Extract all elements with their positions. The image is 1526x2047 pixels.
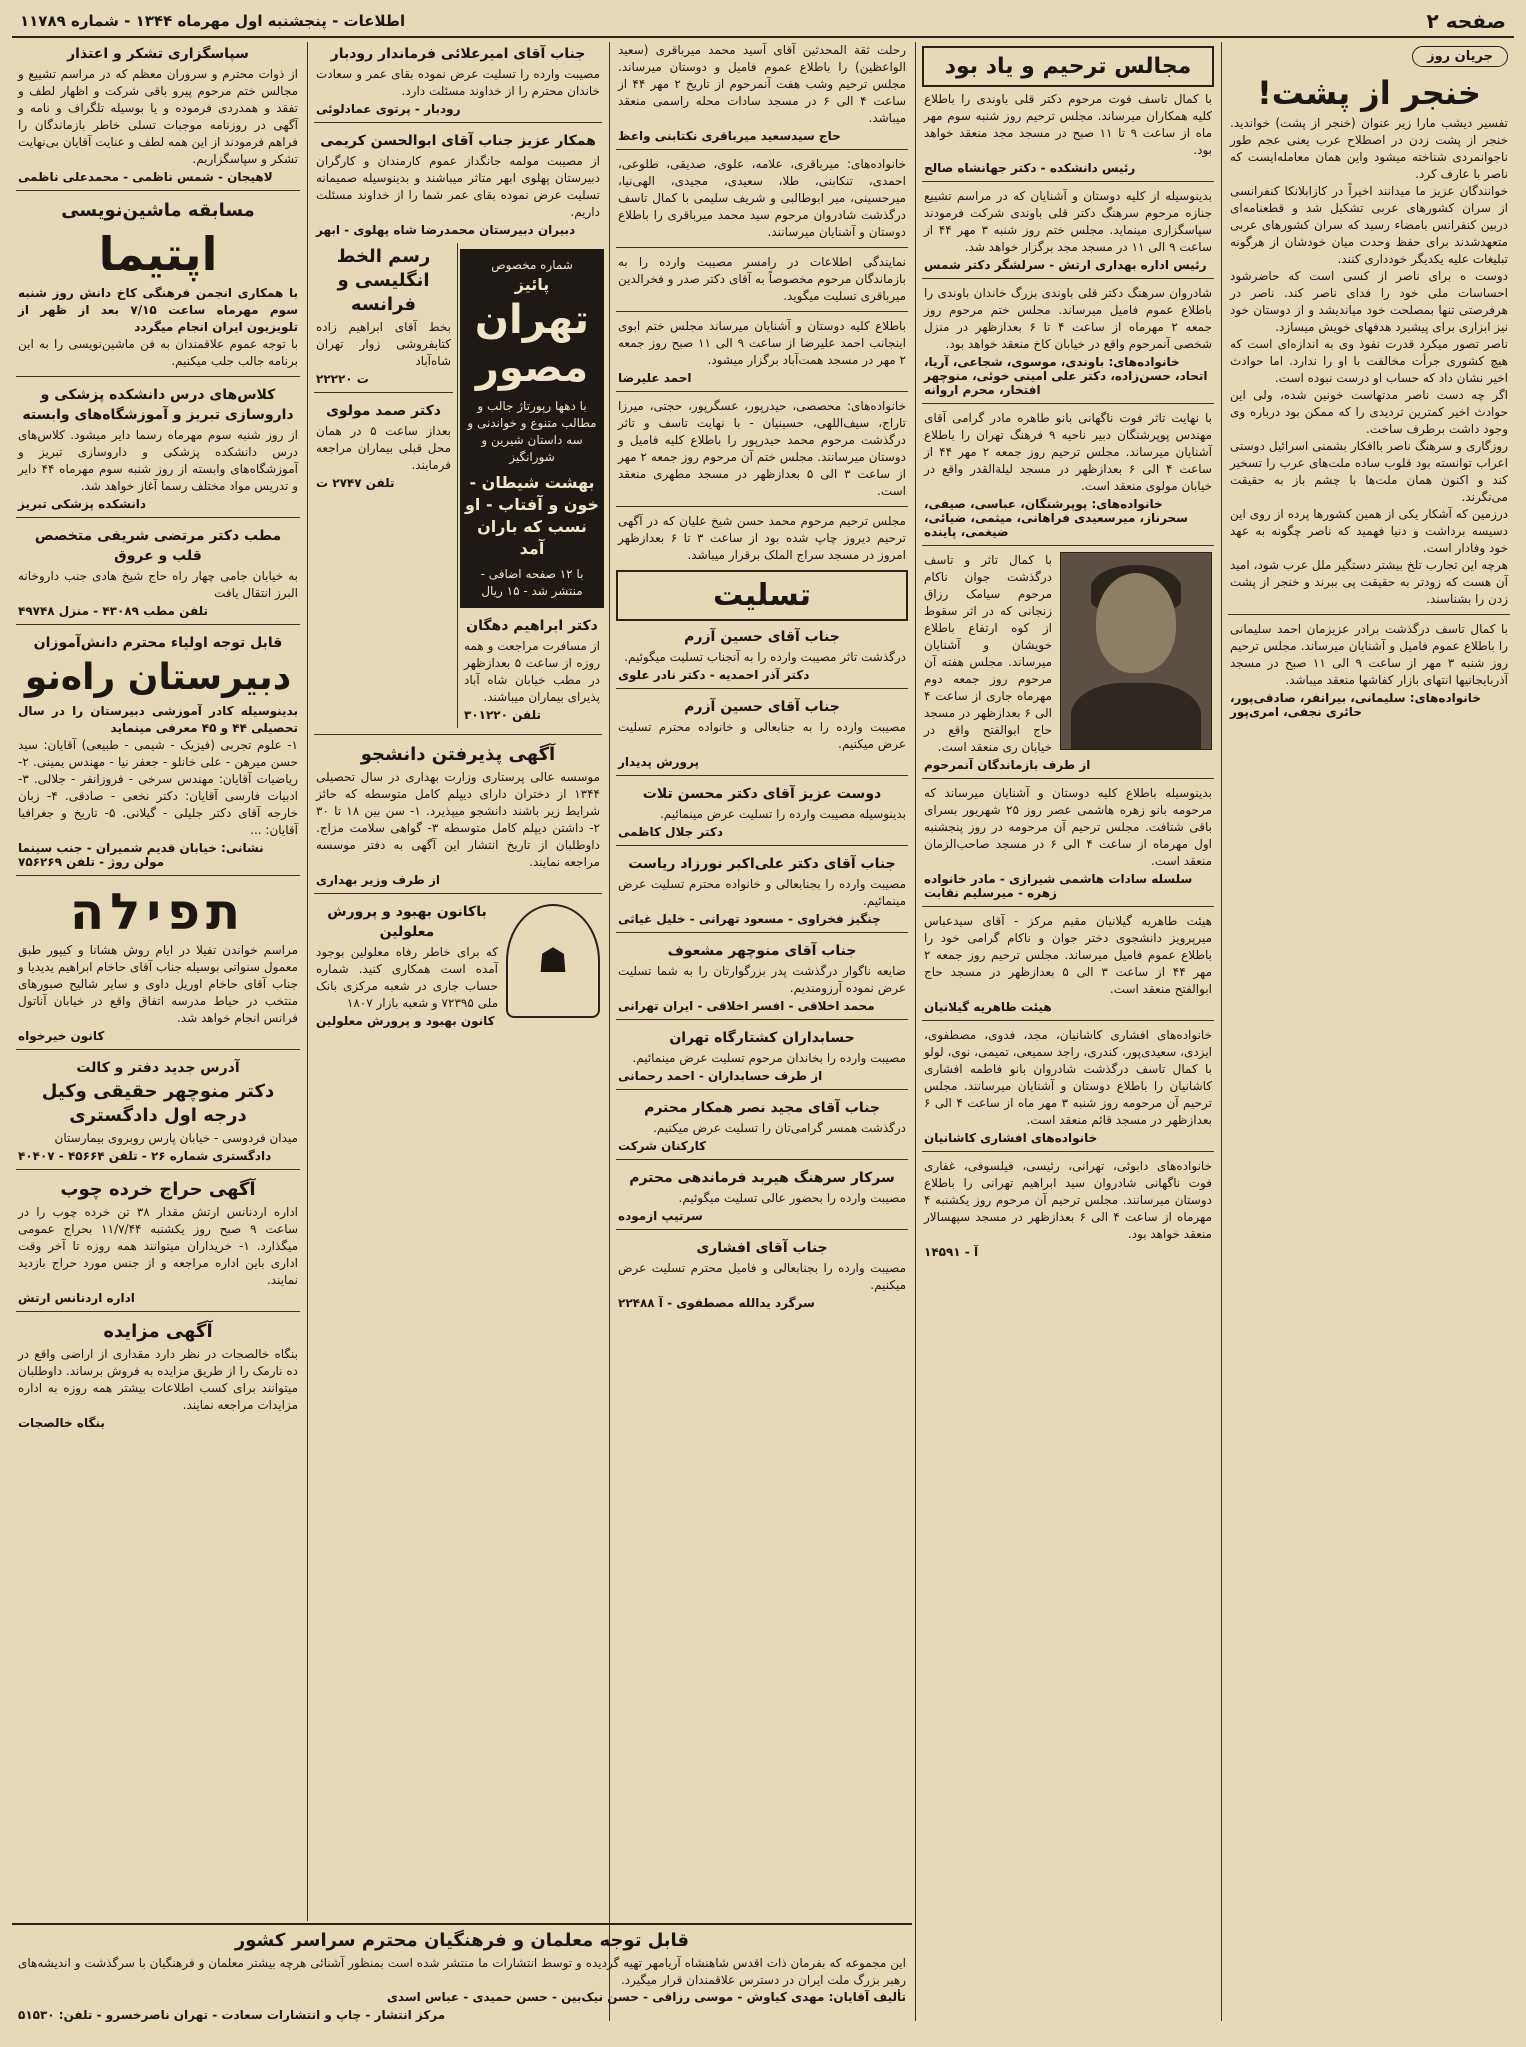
- ad-subtitle: بدینوسیله کادر آموزشی دبیرستان را در سال تحصیلی ۴۴ و ۴۵ معرفی مینماید: [18, 704, 298, 735]
- ad-title: مطب دکتر مرتضی شریفی متخصص قلب و عروق: [34, 528, 282, 564]
- ad-signature: دادگستری شماره ۲۶ - تلفن ۴۵۶۶۴ - ۴۰۴۰۷: [18, 1149, 272, 1163]
- thanks-notice: [12, 42, 304, 184]
- lawyer-name: دکتر منوچهر حقیقی وکیل درجه اول دادگستری: [41, 1081, 275, 1126]
- ad-signature: کانون بهبود و پرورش معلولین: [316, 1014, 495, 1028]
- ad-signature: دانشکده پزشکی تبریز: [18, 497, 147, 511]
- editorial-paragraph: تفسیر دیشب مارا زیر عنوان (خنجر از پشت) خواندید. خنجر از پشت زدن در اصطلاح عرب یعنی عجم طور ناجوانمردی شناخته میشود واین همان معامله‌ایست که ناصر با عارف کرد.: [1230, 116, 1508, 181]
- notice-text: خانواده‌های: محصصی، حیدرپور، عسگرپور، حجتی، میرزا تاراج، سیف‌اللهی، حسینیان - با نهایت تاسف و تاثر درگذشت مرحوم محمد حیدرپور را باطلاع کلیه فامیل و دوستان میرسانند. مجلس ختم آن مرحوم روز جمعه ۲ مهر از ساعت ۳ الی ۵ بعدازظهر در مسجد مطهری منعقد است.: [618, 399, 907, 498]
- condolence-signature: دکتر جلال کاظمی: [618, 825, 723, 839]
- memorial-notice: [918, 785, 1218, 900]
- column-ads-left: [12, 42, 304, 1921]
- divider: [314, 392, 453, 393]
- column-rule: [307, 42, 308, 1921]
- banner-title-1: تهران: [474, 297, 590, 343]
- divider: [922, 1020, 1214, 1021]
- portrait-photo: [1060, 552, 1212, 750]
- ad-text: از مسافرت مراجعت و همه روزه از ساعت ۵ بعدازظهر در مطب خیابان شاه آباد پذیرای بیماران میباشند.: [464, 639, 600, 704]
- ad-title: دکتر ابراهیم دهگان: [466, 618, 598, 634]
- ad-note: با توجه عموم علاقمندان به فن ماشین‌نویسی را به این برنامه جالب جلب میکنیم.: [18, 337, 298, 368]
- condolence-title: جناب آقای مجید نصر همکار محترم: [644, 1100, 880, 1116]
- typing-contest-ad: [12, 197, 304, 370]
- notice-text: شادروان سرهنگ دکتر قلی باوندی بزرگ خاندان باوندی را باطلاع عموم فامیل میرساند. مجلس ختم مرحوم روز جمعه ۲ مهرماه از ساعت ۴ تا ۶ بعدازظهر در منزل شخصی آنمرحوم واقع در خیابان کاخ منعقد خواهد بود.: [924, 286, 1213, 351]
- editorial-paragraph: درزمین که آشکار یکی از همین کشورها پرده از روی این دسیسه برداشت و دنیا فهمید که ناصر چگونه به عهد خود وفادار است.: [1230, 507, 1508, 555]
- condolence-item: [612, 782, 912, 839]
- ad-signature: بنگاه خالصجات: [18, 1416, 105, 1430]
- memorial-notice: [918, 1158, 1218, 1259]
- column-condolences: [612, 42, 912, 2041]
- divider: [922, 403, 1214, 404]
- prayer-ad: [12, 882, 304, 1043]
- column-rule: [609, 42, 610, 2021]
- divider: [616, 932, 908, 933]
- notice-signature: خانواده‌های: سلیمانی، بیرانفر، صادقی‌پور، حائری نجفی، امری‌پور: [1230, 691, 1481, 719]
- memorial-notice: [918, 1027, 1218, 1145]
- divider: [16, 1169, 300, 1170]
- condolence-text: مصیبت وارده را بجنابعالی و خانواده محترم تسلیت عرض مینمائیم.: [618, 877, 906, 908]
- divider: [16, 1049, 300, 1050]
- divider: [922, 181, 1214, 182]
- memorials-banner: مجالس ترحیم و یاد بود: [922, 46, 1214, 87]
- ad-nursing-school: [310, 741, 606, 887]
- bottom-ad-body: [12, 1955, 912, 2022]
- ad-title: کلاس‌های درس دانشکده پزشکی و داروسازی تبریز و آموزشگاه‌های وابسته: [22, 387, 294, 423]
- ad-text: که برای خاطر رفاه معلولین بوجود آمده است همکاری کنید. شماره حساب جاری در شعبه مرکزی بانک ملی ۷۲۳۹۵ و شعبه بازار ۱۸۰۷: [316, 945, 498, 1010]
- ad-text: موسسه عالی پرستاری وزارت بهداری در سال تحصیلی ۱۳۴۴ از دختران دارای دیپلم کامل متوسطه که حائز شرایط زیر باشند دانشجو میپذیرد. ۱- سن بین ۱۸ تا ۳۰ ۲- داشتن دیپلم کامل متوسطه ۳- گواهی سلامت مزاج. داوطلبان از تاریخ انتشار این آگهی به دفتر موسسه مراجعه نمایند.: [316, 770, 601, 869]
- notice-text: با کمال تاسف درگذشت برادر عزیزمان احمد سلیمانی را باطلاع عموم فامیل و آشنایان میرساند. مجلس ترحیم روز شنبه ۳ مهر از ساعت ۹ الی ۱۱ صبح در مسجد آذربایجانیها انتهای بازار کفاشها منعقد میباشد.: [1230, 622, 1508, 687]
- divider: [922, 545, 1214, 546]
- notice-text: بدینوسیله باطلاع کلیه دوستان و آشنایان میرساند که مرحومه بانو زهره هاشمی عصر روز ۲۵ شهریور بسرای باقی شتافت. مجلس ترحیم آن مرحومه در روز پنجشنبه اول مهرماه از ساعت ۴ الی ۶ در مسجد صاحب‌الزمان منعقد است.: [924, 786, 1213, 868]
- condolence-item: [612, 1166, 912, 1223]
- divider: [922, 906, 1214, 907]
- memorial-notice: [612, 318, 912, 385]
- notice-signature: رئیس اداره بهداری ارتش - سرلشگر دکتر شمس: [924, 258, 1207, 272]
- condolence-title: جناب آقای افشاری: [696, 1240, 828, 1256]
- auction-land-ad: [12, 1318, 304, 1430]
- condolence-signature: کارکنان شرکت: [618, 1139, 707, 1153]
- lawyer-ad: [12, 1056, 304, 1163]
- ad-kicker: مسابقه ماشین‌نویسی: [61, 200, 255, 221]
- condolence-colleague: [310, 129, 606, 237]
- auction-wood-ad: [12, 1176, 304, 1305]
- school-name: دبیرستان راه‌نو: [24, 657, 292, 698]
- ad-title: آگهی پذیرفتن دانشجو: [360, 744, 556, 765]
- notice-signature: از طرف بازماندگان آنمرحوم: [924, 758, 1091, 772]
- notice-text: با کمال تاثر و تاسف درگذشت جوان ناکام مرحوم سیامک رزاق زنجانی که در اثر سقوط از کوه ارتفاع باطلاع خویشان و آشنایان میرساند. مجلس هفته آن مرحوم روز جمعه دوم مهرماه جاری از ساعت ۴ الی ۶ بعدازظهر در مسجد حاج ابوالفتح واقع در خیابان ری منعقد است.: [924, 553, 1052, 754]
- memorial-notice: [918, 91, 1218, 175]
- divider: [16, 517, 300, 518]
- ad-item: [310, 399, 457, 490]
- divider: [314, 122, 602, 123]
- divider: [616, 149, 908, 150]
- condolence-item: [612, 625, 912, 682]
- condolence-title: جناب آقای منوچهر مشعوف: [667, 943, 857, 959]
- condolence-text: درگذشت همسر گرامی‌تان را تسلیت عرض میکنیم.: [653, 1121, 906, 1135]
- divider: [616, 775, 908, 776]
- divider: [616, 1229, 908, 1230]
- ad-signature: تلفن ۳۰۱۲۲۰: [464, 708, 541, 722]
- ad-text: بعداز ساعت ۵ در همان محل قبلی بیماران مراجعه فرمایند.: [316, 424, 451, 472]
- ad-signature: کانون خیرخواه: [18, 1029, 105, 1043]
- ad-text: اداره اردنانس ارتش مقدار ۳۸ تن خرده چوب را در ساعت ۹ صبح روز یکشنبه ۱۱/۷/۴۴ بحراج عمومی میگذارد. ۱- خریداران میتوانند همه روزه تا آخر وقت اداری باین اداره مراجعه و از جنس مورد حراج بازدید نمایند.: [18, 1205, 299, 1287]
- notice-signature: سلسله سادات هاشمی شیرازی - مادر خانواده زهره - میرسلیم نقابت: [924, 872, 1193, 900]
- ad-title: جناب آقای امیرعلائی فرماندار رودبار: [330, 46, 586, 62]
- notice-text: با نهایت تاثر فوت ناگهانی بانو طاهره مادر گرامی آقای مهندس پوپرشنگان دبیر ناحیه ۹ فرهنگ تهران را باطلاع آشنایان میرساند. مجلس ترحیم روز جمعه ۲ مهر ۴۴ از ساعت ۴ الی ۶ بعدازظهر در مسجد لیلةالقدر واقع در خیابان مولوی منعقد است.: [924, 411, 1212, 493]
- condolence-title: دوست عزیز آقای دکتر محسن تلات: [642, 786, 882, 802]
- ad-text: بنگاه خالصجات در نظر دارد مقداری از اراضی واقع در ده نارمک را از طریق مزایده به فروش برساند. داوطلبان میتوانند برای کسب اطلاعات بیشتر همه روزه به اداره مزایدات مراجعه نمایند.: [18, 1347, 298, 1412]
- memorial-notice: [918, 913, 1218, 1014]
- memorial-notice: [918, 188, 1218, 272]
- condolence-item: [612, 1236, 912, 1310]
- notice-text: هیئت طاهریه گیلانیان مقیم مرکز - آقای سیدعباس میرپرویز دانشجوی دختر جوان و ناکام گرامی خود را باطلاع عموم فامیل میرساند. مجلس ترحیم روز جمعه ۲ مهر ۴۴ از ساعت ۳ الی ۵ بعدازظهر در مسجد حاج ابوالفتح منعقد است.: [924, 914, 1212, 996]
- medical-classes-ad: [12, 383, 304, 511]
- condolence-signature: دکتر آذر احمدیه - دکتر نادر علوی: [618, 668, 810, 682]
- condolence-title: جناب آقای حسین آزرم: [684, 699, 840, 715]
- banner-description: با دهها رپورتاژ جالب و مطالب متنوع و خواندنی و سه داستان شیرین و شورانگیز: [467, 399, 597, 464]
- condolence-text: مصیبت وارده را به جنابعالی و خانواده محترم تسلیت عرض میکنیم.: [618, 720, 906, 751]
- ad-signature: نشانی: خیابان قدیم شمیران - جنب سینما مولن روژ - تلفن ۷۵۶۲۶۹: [18, 841, 264, 869]
- divider: [16, 875, 300, 876]
- memorial-notice: [918, 285, 1218, 397]
- column-rule: [1221, 42, 1222, 2021]
- editorial-paragraph: ناصر تصور میکرد قدرت نفوذ وی به اندازه‌ای است که هیچ کشوری جرأت مخالفت با او را ندارد. اما حوادث اخیر نشان داد که حساب او درست نبوده است.: [1230, 337, 1508, 385]
- notice-signature: احمد علیرضا: [618, 371, 692, 385]
- ad-signature: از طرف وزیر بهداری: [316, 873, 440, 887]
- divider: [616, 311, 908, 312]
- condolence-item: [612, 939, 912, 1013]
- memorial-notice: [612, 156, 912, 241]
- notice-text: خانواده‌های: میرباقری، علامه، علوی، صدیقی، طلوعی، احمدی، تنکابنی، طلا، سعیدی، مجیدی، الهی‌نیا، میرحسینی، میر ابوطالبی و شریف سلیمی با کمال تاسف درگذشت شادروان مرحوم سید محمد میرباقری را باطلاع دوستان و آشنایان میرسانند.: [618, 157, 906, 239]
- ad-title: قابل توجه معلمان و فرهنگیان محترم سراسر کشور: [234, 1930, 690, 1951]
- condolence-text: بدینوسیله مصیبت وارده را تسلیت عرض مینمائیم.: [659, 807, 906, 821]
- ad-signature: ت ۲۲۲۲۰: [316, 372, 369, 386]
- divider: [616, 247, 908, 248]
- ad-item: [458, 614, 606, 722]
- notice-signature: حاج سیدسعید میرباقری نکتابنی واعظ: [618, 129, 841, 143]
- condolence-item: [612, 1096, 912, 1153]
- ad-signature: تلفن ۲۷۴۷ ت: [316, 476, 395, 490]
- condolence-signature: پرورش پدیدار: [618, 755, 699, 769]
- ad-text: مصیبت وارده را تسلیت عرض نموده بقای عمر و سعادت خاندان محترم را از خداوند مسئلت دارد.: [316, 67, 600, 98]
- condolence-text: مصیبت وارده را بجنابعالی و فامیل محترم تسلیت عرض میکنیم.: [618, 1261, 906, 1292]
- ad-text: میدان فردوسی - خیابان پارس روبروی بیمارستان: [54, 1131, 298, 1145]
- ad-item: [310, 243, 457, 386]
- ad-title: دکتر صمد مولوی: [326, 403, 441, 419]
- ad-text: از روز شنبه سوم مهرماه رسما دایر میشود. کلاس‌های درس دانشکده پزشکی و داروسازی تبریز و آموزشگاه‌های وابسته از روز شنبه سوم مهرماه ۴۴ دایر و تدریس مواد مختلف رسما آغاز خواهد شد.: [18, 428, 298, 493]
- subcolumn-rule: [457, 243, 458, 728]
- divider: [616, 1019, 908, 1020]
- ad-title: آگهی حراج خرده چوب: [60, 1179, 256, 1200]
- ad-title: سپاسگزاری تشکر و اعتذار: [67, 46, 249, 62]
- photo-body: [1071, 683, 1201, 750]
- notice-text: با کمال تاسف فوت مرحوم دکتر قلی باوندی را باطلاع کلیه همکاران میرساند. مجلس ترحیم روز شنبه سوم مهر ماه از ساعت ۹ تا ۱۱ صبح در مسجد مجد منعقد خواهد بود.: [924, 92, 1212, 157]
- memorial-notice: [918, 410, 1218, 539]
- ad-text: از ذوات محترم و سروران معظم که در مراسم تشییع و مجالس ختم مرحوم پیرو باقی شرکت و اظهار لطف و تفقد و همدردی فرموده و یا بوسیله تلگراف و نامه و آگهی در روزنامه موجبات تسلی خاطر بازماندگان را فراهم فرمودند از این همه لطف و عنایت آقایان بی‌نهایت تشکر و سپاسگزاریم.: [18, 67, 298, 166]
- banner-season: پائیز: [514, 275, 550, 294]
- notice-text: نمایندگی اطلاعات در رامسر مصیبت وارده را به بازماندگان مرحوم مخصوصاً به آقای دکتر صدر و فخرالدین میرباقری تسلیت میگوید.: [618, 255, 906, 303]
- ad-text: ۱- علوم تجربی (فیزیک - شیمی - طبیعی) آقایان: سید حسن میرهن - علی خانلو - جعفر نیا - مهندس یمینی. ۲- ریاضیات آقایان: مهندس سرخی - فروزانفر - جلالی. ۳- ادبیات فارسی آقایان: دکتر نخعی - صادقی. ۴- زبان خارجه آقای دکتر جلیلی - گیلانی. ۵- تاریخ و جغرافیا آقایان: ...: [18, 738, 298, 837]
- divider: [16, 376, 300, 377]
- condolence-banner: تسلیت: [616, 570, 908, 621]
- column-editorial: [1224, 42, 1514, 2041]
- column-memorials: [918, 42, 1218, 2041]
- condolence-signature: محمد اخلاقی - افسر اخلاقی - ایران تهرانی: [618, 999, 875, 1013]
- condolence-signature: سرتیپ ازموده: [618, 1209, 703, 1223]
- ad-brand: اپتیما: [98, 227, 218, 281]
- condolence-governor: [310, 42, 606, 116]
- condolence-signature: سرگرد یدالله مصطفوی - آ ۲۲۴۸۸: [618, 1296, 815, 1310]
- ad-signature: رودبار - پرتوی عمادلوئی: [316, 102, 461, 116]
- ad-title: رسم الخط انگلیسی و فرانسه: [336, 246, 431, 315]
- condolence-title: حسابداران کشتارگاه تهران: [669, 1030, 855, 1046]
- ads-right-subcolumn: [458, 243, 606, 728]
- condolence-item: [612, 695, 912, 769]
- divider: [1228, 614, 1510, 615]
- condolence-signature: از طرف حسابداران - احمد رحمانی: [618, 1069, 823, 1083]
- clinic-ad: [12, 524, 304, 618]
- notice-text: مجلس ترحیم مرحوم محمد حسن شیخ علیان که در آگهی ترحیم دیروز چاپ شده بود از ساعت ۳ تا ۶ بعدازظهر امروز در مسجد سراج الملک برقرار میباشد.: [618, 514, 907, 562]
- editorial-paragraph: هرچه این تجارب تلخ بیشتر دستگیر ملل عرب شود، امید آن هست که زودتر به حقیقت پی ببرند و خنجر از پشت زدن را بشناسند.: [1230, 558, 1508, 606]
- editorial-headline: خنجر از پشت!: [1257, 74, 1481, 112]
- ad-signature: تلفن مطب ۴۳۰۸۹ - منزل ۴۹۷۴۸: [18, 604, 208, 618]
- memorial-notice: [612, 42, 912, 143]
- issue-info: اطلاعات - پنجشنبه اول مهرماه ۱۳۴۴ - شماره ۱۱۷۸۹: [20, 12, 406, 30]
- ad-text: بخط آقای ابراهیم زاده کتابفروشی زوار تهران شاه‌آباد: [316, 320, 451, 368]
- photo-face: [1096, 573, 1176, 673]
- notice-text: باطلاع کلیه دوستان و آشنایان میرساند مجلس ختم ابوی اینجانب احمد علیرضا از ساعت ۹ الی ۱۱ صبح روز جمعه ۲ مهر در مسجد همت‌آباد برگزار میشود.: [618, 319, 906, 367]
- divider: [616, 1089, 908, 1090]
- masthead: [12, 6, 1514, 38]
- ads-split-row: [310, 243, 606, 728]
- ad-authors: تألیف آقایان: مهدی کیاوش - موسی رزاقی - حسن نیک‌بین - حسن حمیدی - عباس اسدی: [386, 1990, 906, 2004]
- condolence-text: مصیبت وارده را بخاندان مرحوم تسلیت عرض مینمائیم.: [632, 1051, 906, 1065]
- column-ads-middle: [310, 42, 606, 1921]
- notice-text: بدینوسیله از کلیه دوستان و آشنایان که در مراسم تشییع جنازه مرحوم سرهنگ دکتر قلی باوندی شرکت فرمودند سپاسگزاری مینماید. مجلس ختم روز شنبه ۳ مهر ۴۴ از ساعت ۹ الی ۱۱ در مسجد مجد برگزار خواهد شد.: [924, 189, 1212, 254]
- divider: [616, 1159, 908, 1160]
- divider: [16, 1311, 300, 1312]
- notice-text: خانواده‌های دابوئی، تهرانی، رئیسی، فیلسوفی، غفاری فوت ناگهانی شادروان سید ابراهیم تهرانی را باطلاع دوستان میرسانند. مجلس ترحیم آن مرحوم روز یکشنبه ۴ مهرماه از ساعت ۴ الی ۶ بعدازظهر در مسجد سپهسالار منعقد خواهد بود.: [924, 1159, 1212, 1241]
- ad-text: به خیابان جامی چهار راه حاج شیخ هادی جنب داروخانه البرز انتقال یافت: [18, 569, 298, 600]
- editorial-paragraph: اگر چه دست ناصر مدتهاست خونین شده، ولی این حوادث اخیر کمترین تردیدی را که ممکن بود درباره وی وجود داشت برطرف ساخت.: [1230, 388, 1508, 436]
- ad-signature: اداره اردنانس ارتش: [18, 1291, 135, 1305]
- notice-signature: رئیس دانشکده - دکتر جهانشاه صالح: [924, 161, 1136, 175]
- banner-title-2: مصور: [475, 345, 589, 391]
- notice-signature: خانواده‌های افشاری کاشانیان: [924, 1131, 1098, 1145]
- divider: [16, 190, 300, 191]
- ad-text: این مجموعه که بفرمان ذات اقدس شاهنشاه آریامهر تهیه گردیده و توسط انتشارات ما منتشر شده است بمنظور آشنائی هرچه بیشتر معلمان و فرهنگیان با سرگذشت و اندیشه‌های رهبر بزرگ ملت ایران در دسترس علاقمندان قرار میگیرد.: [18, 1956, 906, 1987]
- magazine-banner: [460, 249, 604, 608]
- hebrew-title: תפילה: [69, 883, 247, 941]
- ad-signature: لاهیجان - شمس ناظمی - محمدعلی ناظمی: [18, 170, 273, 184]
- divider: [922, 778, 1214, 779]
- condolence-item: [612, 852, 912, 926]
- divider: [922, 1151, 1214, 1152]
- editorial-block: [1224, 42, 1514, 608]
- divider: [922, 278, 1214, 279]
- ad-signature: دبیران دبیرستان محمدرضا شاه پهلوی - ابهر: [316, 223, 576, 237]
- notice-salimani: [1224, 621, 1514, 719]
- condolence-title: سرکار سرهنگ هیربد فرماندهی محترم: [629, 1170, 895, 1186]
- memorial-notice: [612, 513, 912, 564]
- divider: [314, 893, 602, 894]
- ad-signature: مرکز انتشار - چاپ و انتشارات سعادت - تهران ناصرخسرو - تلفن: ۵۱۵۳۰: [18, 2008, 446, 2022]
- banner-kicker: شماره مخصوص: [491, 258, 573, 272]
- memorial-notice-photo: [918, 552, 1218, 772]
- memorial-notice: [612, 398, 912, 500]
- ad-text: مراسم خواندن تفیلا در ایام روش هشانا و کیپور طبق معمول سنواتی بوسیله جناب آقای حاخام ابراهیم یدیدیا و جناب آقای حاخام اوریل داوی و سایر شالیح صبورهای منتخب در حیاط مدرسه اتفاق واقع در خیابان آناتول فرانس انجام خواهد شد.: [18, 943, 298, 1025]
- divider: [616, 688, 908, 689]
- condolence-title: جناب آقای دکتر علی‌اکبر نورزاد ریاست: [628, 856, 896, 872]
- notice-signature: خانواده‌های: باوندی، موسوی، شجاعی، آریا، اتحاد، حسن‌زاده، دکتر علی امینی خوئی، منوچهر افتخار، محرم اروانه: [924, 355, 1208, 397]
- editorial-paragraph: خوانندگان عزیز ما میدانند اخیراً در کازابلانکا کنفرانسی از سران کشورهای عربی تشکیل شد و قطعنامه‌ای دربین کنفرانس بامضاء رسید که سران کشورهای عربی متعهدشدند برای حفظ وحدت میان خودشان از هرگونه تبلیغات علیه یکدیگر خودداری کنند.: [1230, 184, 1508, 266]
- notice-signature: خانواده‌های: پوپرشنگان، عباسی، صیفی، سحرناز، میرسعیدی فراهانی، میثمی، ضیائی، ضیغمی، پاینده: [924, 497, 1188, 539]
- notice-signature: هیئت طاهریه گیلانیان: [924, 1000, 1052, 1014]
- lamp-emblem-icon: ☗: [506, 904, 600, 1018]
- condolence-title: جناب آقای حسین آزرم: [684, 629, 840, 645]
- editorial-paragraph: دوست ه برای ناصر از کسی است که حاضرشود احساسات ملی خود را فدای ناصر کند. ناصر در هرفرصتی تنها بمصلحت خود میاندیشد و از دوستان خود نیز ابزاری برای پیشبرد هدفهای خویش میسازد.: [1230, 269, 1508, 334]
- ad-title: آگهی مزایده: [103, 1321, 213, 1342]
- condolence-signature: چنگیز فخراوی - مسعود تهرانی - خلیل غیاثی: [618, 912, 881, 926]
- notice-text: رحلت ثقة المحدثین آقای آسید محمد میرباقری (سعید الواعظین) را باطلاع عموم فامیل و دوستان میرساند. مجلس ترحیم وشب هفت آنمرحوم از تاریخ ۲ مهر ۴۴ از ساعت ۴ الی ۶ در مسجد سادات محله راسمی منعقد میباشد.: [618, 43, 907, 125]
- column-rule: [915, 42, 916, 2021]
- ads-left-subcolumn: [310, 243, 457, 728]
- condolence-text: مصیبت وارده را بحضور عالی تسلیت میگوئیم.: [678, 1191, 906, 1205]
- condolence-text: درگذشت تاثر مصیبت وارده را به آنجناب تسلیت میگوئیم.: [624, 650, 906, 664]
- ad-title: باکانون بهبود و پرورش معلولین: [327, 904, 487, 940]
- page-number: صفحه ۲: [1426, 9, 1506, 33]
- bottom-book-ad: [12, 1923, 912, 2037]
- ad-title: همکار عزیز جناب آقای ابوالحسن کریمی: [320, 133, 596, 149]
- column-tag: جریان روز: [1412, 46, 1508, 67]
- notice-text: خانواده‌های افشاری کاشانیان، مجد، فدوی، مصطفوی، ایزدی، سعیدی‌پور، کندری، راجد سمیعی، تمیمی، نوی، لولو با کمال تاسف درگذشت شادروان بانو فاطمه افشاری کاشانیان را باطلاع دوستان و آشنایان میرسانند. مجلس ترحیم آن مرحومه روز شنبه ۳ مهر ماه از ساعت ۴ الی ۶ بعدازظهر در مسجد قائم منعقد است.: [923, 1028, 1213, 1127]
- divider: [314, 734, 602, 735]
- divider: [616, 391, 908, 392]
- ad-text: از مصیبت مولمه جانگداز عموم کارمندان و کارگران دبیرستان پهلوی ابهر متاثر میباشند و بدینوسیله صمیمانه تسلیت عرض نموده بقای عمر شما را از خداوند مسئلت داریم.: [316, 154, 600, 219]
- divider: [616, 845, 908, 846]
- ad-kicker: قابل توجه اولیاء محترم دانش‌آموزان: [33, 635, 283, 651]
- notice-signature: آ - ۱۴۵۹۱: [924, 1245, 979, 1259]
- condolence-item: [612, 1026, 912, 1083]
- banner-stories: بهشت شیطان - خون و آفتاب - او نسب که باران آمد: [464, 473, 600, 558]
- ad-kicker: آدرس جدید دفتر و کالت: [76, 1060, 240, 1076]
- school-ad: [12, 631, 304, 869]
- banner-footer: با ۱۲ صفحه اضافی - منتشر شد - ۱۵ ریال: [480, 567, 584, 598]
- divider: [16, 624, 300, 625]
- newspaper-page: [12, 6, 1514, 2041]
- condolence-text: ضایعه ناگوار درگذشت پدر بزرگوارتان را به شما تسلیت عرض نموده آرزومندیم.: [618, 964, 906, 995]
- memorial-notice: [612, 254, 912, 305]
- ad-disabled-center: [310, 900, 606, 1028]
- editorial-paragraph: روزگاری و سرهنگ ناصر باافکار بشمنی اسرائیل دوستی اعراب توانسته بود قلوب ساده ملت‌های عرب را تسخیر کند و اکنون همان ملت‌ها با چشم باز به حقیقت می‌نگرند.: [1230, 439, 1508, 504]
- divider: [616, 506, 908, 507]
- ad-text: با همکاری انجمن فرهنگی کاخ دانش روز شنبه سوم مهرماه ساعت ۷/۱۵ بعد از ظهر از تلویزیون ایران انجام میگردد: [18, 286, 298, 334]
